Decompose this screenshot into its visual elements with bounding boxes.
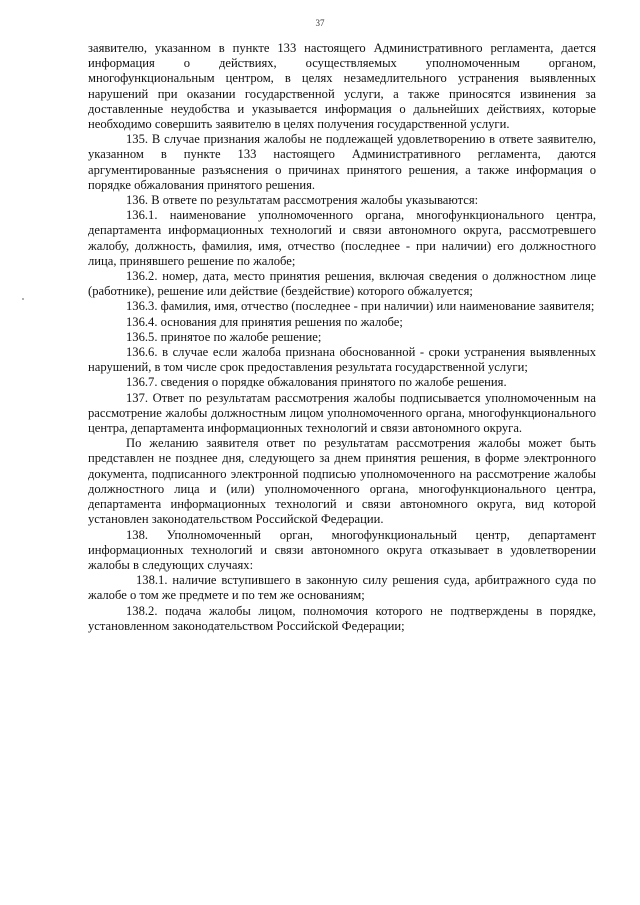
paragraph-135: 135. В случае признания жалобы не подлежащей удовлетворению в ответе заявителю, указанном в пункте 133 настоящего Административного регламента, даются аргументированные разъяснения о причинах принятого решения, а также информация о порядке обжалования принятого решения. xyxy=(88,132,596,192)
paragraph-136-2: 136.2. номер, дата, место принятия решения, включая сведения о должностном лице (работнике), решение или действие (бездействие) которого обжалуется; xyxy=(88,269,596,299)
paragraph-138: 138. Уполномоченный орган, многофункциональный центр, департамент информационных технологий и связи автономного округа отказывает в удовлетворении жалобы в следующих случаях: xyxy=(88,527,596,572)
page-number: 37 xyxy=(315,18,325,28)
paragraph-136-6: 136.6. в случае если жалоба признана обоснованной - сроки устранения выявленных нарушений, в том числе срок предоставления результата государственной услуги; xyxy=(88,345,596,375)
paragraph-136: 136. В ответе по результатам рассмотрения жалобы указываются: xyxy=(126,193,479,208)
paragraph-136-4: 136.4. основания для принятия решения по жалобе; xyxy=(126,314,403,329)
paragraph-136-3: 136.3. фамилия, имя, отчество (последнее - при наличии) или наименование заявителя; xyxy=(126,299,595,314)
paragraph-138-2: 138.2. подача жалобы лицом, полномочия которого не подтверждены в порядке, установленном законодательством Российской Федерации; xyxy=(88,603,596,633)
document-body xyxy=(88,41,596,634)
paragraph-136-7: 136.7. сведения о порядке обжалования принятого по жалобе решения. xyxy=(126,375,507,390)
paragraph-137-electronic: По желанию заявителя ответ по результатам рассмотрения жалобы может быть представлен не позднее дня, следующего за днем принятия решения, в форме электронного документа, подписанного электронной подписью уполномоченного на рассмотрение жалобы должностного лица и (или) уполномоченного органа, многофункционального центра, департамента информационных технологий и связи автономного округа, вид которой установлен законодательством Российской Федерации. xyxy=(88,436,596,527)
paragraph-136-1: 136.1. наименование уполномоченного органа, многофункционального центра, департамента информационных технологий и связи автономного округа, рассмотревшего жалобу, должность, фамилия, имя, отчество (последнее - при наличии) его должностного лица, принявшего решение по жалобе; xyxy=(88,208,596,268)
paragraph-138-1: 138.1. наличие вступившего в законную силу решения суда, арбитражного суда по жалобе о том же предмете и по тем же основаниям; xyxy=(88,573,596,603)
paragraph-136-5: 136.5. принятое по жалобе решение; xyxy=(126,329,322,344)
paragraph-continuation: заявителю, указанном в пункте 133 настоящего Административного регламента, дается информация о действиях, осуществляемых уполномоченным органом, многофункциональным центром, в целях незамедлительного устранения выявленных нарушений при оказании государственной услуги, а также приносятся извинения за доставленные неудобства и указывается информация о дальнейших действиях, которые необходимо совершить заявителю в целях получения государственной услуги. xyxy=(88,41,596,132)
paragraph-137: 137. Ответ по результатам рассмотрения жалобы подписывается уполномоченным на рассмотрение жалобы должностным лицом уполномоченного органа, многофункционального центра, департамента информационных технологий и связи автономного округа. xyxy=(88,390,596,436)
scan-speck xyxy=(22,298,24,300)
